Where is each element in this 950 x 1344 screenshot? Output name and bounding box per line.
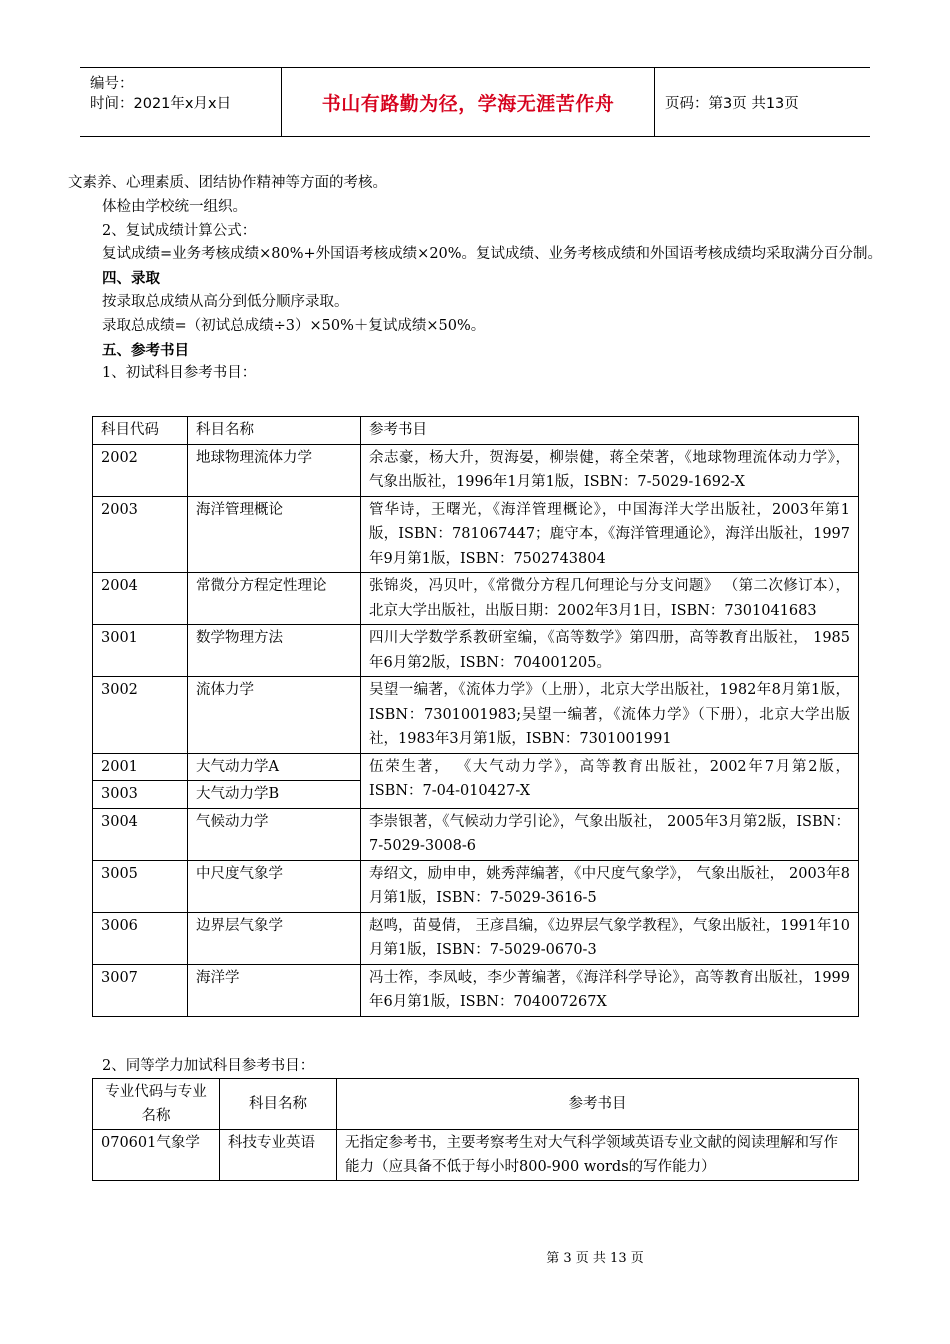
cell-name: 气候动力学 bbox=[188, 808, 361, 860]
header-code: 科目代码 bbox=[93, 417, 188, 445]
cell-name: 大气动力学B bbox=[188, 781, 361, 809]
header-ref: 参考书目 bbox=[361, 417, 859, 445]
table-row bbox=[93, 625, 859, 677]
cell-ref: 伍荣生著， 《大气动力学》，高等教育出版社，2002年7月第2版，ISBN：7-04-010427-X bbox=[361, 753, 859, 808]
cell-ref: 寿绍文，励申申，姚秀萍编著，《中尺度气象学》， 气象出版社， 2003年8月第1版，ISBN：7-5029-3616-5 bbox=[361, 860, 859, 912]
header-name: 科目名称 bbox=[188, 417, 361, 445]
cell-code: 3006 bbox=[93, 912, 188, 964]
header-page-info: 页码：第3页 共13页 bbox=[665, 95, 799, 112]
cell-code: 2002 bbox=[93, 444, 188, 496]
paragraph: 按录取总成绩从高分到低分顺序录取。 bbox=[102, 293, 349, 310]
section-heading-references: 五、参考书目 bbox=[102, 341, 189, 359]
cell-name: 中尺度气象学 bbox=[188, 860, 361, 912]
table2-caption: 2、同等学力加试科目参考书目： bbox=[102, 1058, 315, 1074]
header-subject: 科目名称 bbox=[220, 1079, 337, 1130]
paragraph: 录取总成绩=（初试总成绩÷3）×50%＋复试成绩×50%。 bbox=[102, 317, 486, 334]
header-meta bbox=[80, 68, 282, 136]
page-header bbox=[80, 67, 870, 137]
table-row bbox=[93, 573, 859, 625]
paragraph: 体检由学校统一组织。 bbox=[102, 198, 247, 215]
table-row bbox=[93, 860, 859, 912]
paragraph: 复试成绩=业务考核成绩×80%+外国语考核成绩×20%。复试成绩、业务考核成绩和外国语考核成绩均采取满分百分制。 bbox=[102, 246, 883, 263]
cell-code: 2003 bbox=[93, 496, 188, 573]
table-row bbox=[93, 753, 859, 781]
document-body bbox=[68, 172, 883, 386]
cell-ref: 吴望一编著，《流体力学》（上册），北京大学出版社，1982年8月第1版，ISBN：7301001983;吴望一编著，《流体力学》（下册），北京大学出版社，1983年3月第1版，ISBN：7301001991 bbox=[361, 677, 859, 754]
cell-name: 数学物理方法 bbox=[188, 625, 361, 677]
table-row bbox=[93, 808, 859, 860]
paragraph: 2、复试成绩计算公式： bbox=[102, 222, 257, 239]
cell-code: 3002 bbox=[93, 677, 188, 754]
initial-exam-reference-table bbox=[92, 416, 859, 1017]
paragraph: 1、初试科目参考书目： bbox=[102, 365, 257, 382]
header-major: 专业代码与专业名称 bbox=[93, 1079, 220, 1130]
cell-name: 边界层气象学 bbox=[188, 912, 361, 964]
cell-ref: 余志豪，杨大升，贺海晏，柳崇健，蒋全荣著，《地球物理流体动力学》， 气象出版社，1996年1月第1版，ISBN：7-5029-1692-X bbox=[361, 444, 859, 496]
paragraph: 文素养、心理素质、团结协作精神等方面的考核。 bbox=[68, 175, 387, 191]
cell-name: 海洋管理概论 bbox=[188, 496, 361, 573]
equivalent-exam-reference-table bbox=[92, 1078, 859, 1181]
cell-ref: 管华诗，王曙光，《海洋管理概论》，中国海洋大学出版社，2003年第1版，ISBN：781067447；鹿守本，《海洋管理通论》，海洋出版社，1997年9月第1版，ISBN：7502743804 bbox=[361, 496, 859, 573]
cell-name: 海洋学 bbox=[188, 964, 361, 1016]
cell-ref: 李崇银著，《气候动力学引论》，气象出版社， 2005年3月第2版，ISBN：7-5029-3008-6 bbox=[361, 808, 859, 860]
page-footer: 第 3 页 共 13 页 bbox=[546, 1251, 644, 1266]
number-label: 编号： bbox=[90, 76, 134, 92]
cell-subject: 科技专业英语 bbox=[220, 1130, 337, 1181]
cell-code: 3005 bbox=[93, 860, 188, 912]
cell-ref: 赵鸣，苗曼倩， 王彦昌编，《边界层气象学教程》，气象出版社，1991年10月第1版，ISBN：7-5029-0670-3 bbox=[361, 912, 859, 964]
cell-name: 流体力学 bbox=[188, 677, 361, 754]
cell-ref: 无指定参考书，主要考察考生对大气科学领域英语专业文献的阅读理解和写作能力（应具备不低于每小时800-900 words的写作能力） bbox=[337, 1130, 859, 1181]
cell-code: 3007 bbox=[93, 964, 188, 1016]
table-row bbox=[93, 912, 859, 964]
table-row bbox=[93, 496, 859, 573]
cell-code: 2004 bbox=[93, 573, 188, 625]
time-label: 时间：2021年x月x日 bbox=[90, 96, 232, 112]
cell-ref: 冯士筰，李凤岐，李少菁编著，《海洋科学导论》，高等教育出版社，1999年6月第1版，ISBN：704007267X bbox=[361, 964, 859, 1016]
cell-code: 2001 bbox=[93, 753, 188, 781]
header-ref: 参考书目 bbox=[337, 1079, 859, 1130]
table-row bbox=[93, 444, 859, 496]
section-heading-admission: 四、录取 bbox=[102, 270, 160, 288]
cell-name: 大气动力学A bbox=[188, 753, 361, 781]
cell-ref: 张锦炎，冯贝叶，《常微分方程几何理论与分支问题》 （第二次修订本），北京大学出版社，出版日期：2002年3月1日，ISBN：7301041683 bbox=[361, 573, 859, 625]
table-header-row bbox=[93, 417, 859, 445]
header-motto: 书山有路勤为径，学海无涯苦作舟 bbox=[282, 68, 655, 136]
cell-code: 3004 bbox=[93, 808, 188, 860]
table-row bbox=[93, 677, 859, 754]
cell-ref: 四川大学数学系教研室编，《高等数学》第四册，高等教育出版社， 1985年6月第2版，ISBN：704001205。 bbox=[361, 625, 859, 677]
table-row bbox=[93, 964, 859, 1016]
cell-code: 3003 bbox=[93, 781, 188, 809]
cell-code: 3001 bbox=[93, 625, 188, 677]
cell-name: 地球物理流体力学 bbox=[188, 444, 361, 496]
cell-name: 常微分方程定性理论 bbox=[188, 573, 361, 625]
table-row bbox=[93, 1130, 859, 1181]
cell-major: 070601气象学 bbox=[93, 1130, 220, 1181]
table-header-row bbox=[93, 1079, 859, 1130]
